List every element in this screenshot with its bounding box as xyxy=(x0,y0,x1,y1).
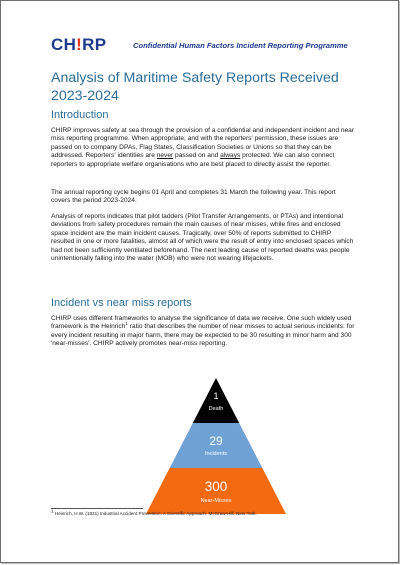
pyramid-value-near-misses: 300 xyxy=(204,479,228,494)
chirp-logo xyxy=(51,36,106,54)
incident-p1-text-b: ratio that describes the number of near misses to actual serious incidents: for every incident resulting in major harm, there may be expected to be 30 resulting in minor harm and 300 'near-misses'. CHIRP actively promotes near-miss reporting. xyxy=(51,323,355,348)
section-heading-introduction: Introduction xyxy=(51,109,109,121)
header xyxy=(51,37,381,55)
logo-text-end: RP xyxy=(82,35,107,54)
pyramid-label-death: Death xyxy=(208,406,224,412)
pyramid-value-death: 1 xyxy=(213,391,219,401)
intro-p1-never: never xyxy=(156,152,174,160)
intro-paragraph-1 xyxy=(51,127,355,169)
heinrich-pyramid xyxy=(146,378,286,514)
intro-paragraph-3: Analysis of reports indicates that pilot ladders (Pilot Transfer Arrangements, or PTAs) and intentional deviations from safety procedures remain the main causes of near misses, while fires and enclosed space incident are the main incident causes. Tragically, over 50% of reports submitted to CHIRP resulted in one or more fatalities, almost all of which were the result of entry into enclosed spaces which had not been sufficiently ventilated beforehand. The next leading cause of reported deaths was people unintentionally falling into the water (MOB) who were not wearing lifejackets. xyxy=(51,213,354,263)
intro-p1-text-a: CHIRP improves safety at sea through the provision of a confidential and independent incident and near miss reporting programme. When appropriate, and with the reporters' permission, these issues are passed on to company DPAs, Flag States, Classification Societies or Unions so that they can be addressed. Reporters' identities are xyxy=(51,127,355,160)
logo-text-main: CH xyxy=(51,35,77,54)
pyramid-label-incidents: Incidents xyxy=(204,451,228,457)
pyramid-label-near-misses: Near-Misses xyxy=(200,498,232,504)
footnote-number: 1 xyxy=(51,508,54,514)
section-heading-incident-vs-near-miss: Incident vs near miss reports xyxy=(51,297,192,309)
logo-text-bang: ! xyxy=(76,35,83,54)
footnote xyxy=(51,508,361,517)
intro-p1-always: always xyxy=(220,152,241,160)
pyramid-value-incidents: 29 xyxy=(209,434,223,448)
intro-p1-text-c: protected. We can also connect reporters to appropriate welfare organisations who are best placed to directly assist the reporter. xyxy=(51,152,335,168)
page-title: Analysis of Maritime Safety Reports Received 2023-2024 xyxy=(51,70,339,104)
footnote-text: Heinrich, H.W. (1931) Industrial Accident Prevention: A Scientific Approach. McGraw-Hill, New York. xyxy=(53,511,257,516)
incident-p1-text-a: CHIRP uses different frameworks to analyse the significance of data we receive. One such widely used framework is the Heinrich xyxy=(51,315,352,331)
footnote-divider xyxy=(51,508,143,509)
incident-paragraph-1 xyxy=(51,315,355,349)
intro-p1-text-b: passed on and xyxy=(173,152,221,160)
footnote-ref: 1 xyxy=(125,321,128,327)
tagline: Confidential Human Factors Incident Reporting Programme xyxy=(133,41,348,50)
intro-paragraph-2: The annual reporting cycle begins 01 April and completes 31 March the following year. This report covers the period 2023-2024. xyxy=(51,189,336,205)
